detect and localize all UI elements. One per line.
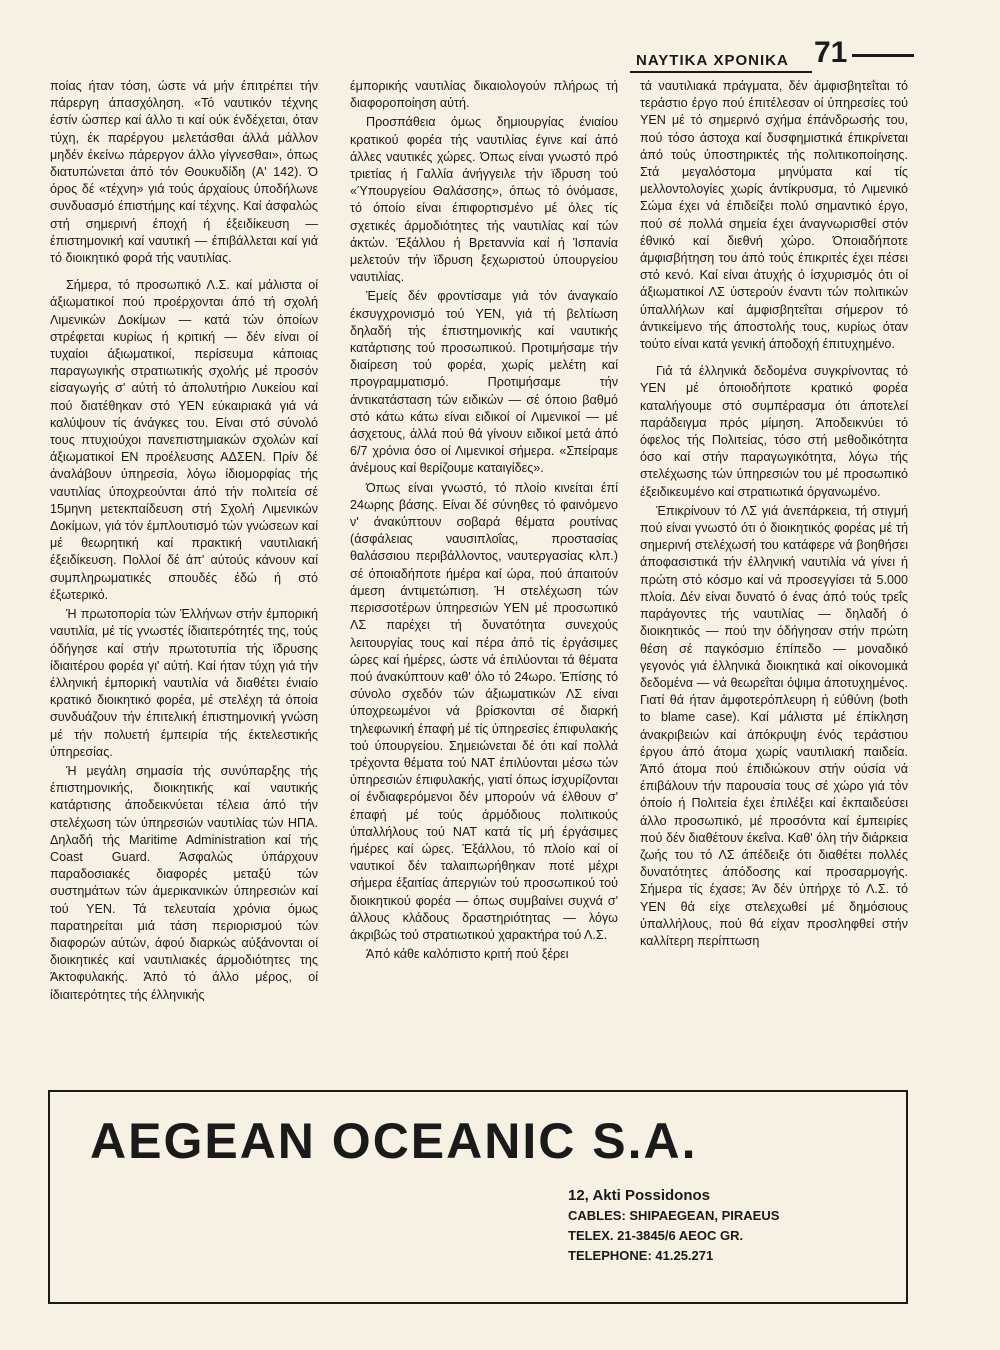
article-column-1 — [50, 78, 318, 1004]
section-title: ΝΑΥΤΙΚΑ ΧΡΟΝΙΚΑ — [636, 52, 789, 69]
page-number: 71 — [814, 36, 848, 69]
ad-cables: CABLES: SHIPAEGEAN, PIRAEUS — [568, 1208, 780, 1223]
paragraph: Γιά τά έλληνικά δεδομένα συγκρίνοντας τό ΥΕΝ μέ όποιοδήποτε κρατικό φορέα καταλήγουμε στό συμπέρασμα ότι άποτελεί παράδειγμα πρός μίμηση. Άποδεικνύει τό όφελος τής Πολιτείας, τόσο στή μεθοδικότητα όσο καί στήν παραγωγικότητα, λόγω τής στελέχωσης τών ύπηρεσιών του μέ προσωπικό έξειδικευμένο καί στρατιωτικά όργανωμένο. — [640, 364, 908, 499]
paragraph: Άπό κάθε καλόπιστο κριτή πού ξέρει — [366, 947, 569, 962]
article-body — [50, 78, 918, 1078]
paragraph: έμπορικής ναυτιλίας δικαιολογούν πλήρως τή διαφοροποίηση αύτή. — [350, 79, 618, 111]
paragraph: Ή μεγάλη σημασία τής συνύπαρξης τής έπιστημονικής, διοικητικής καί ναυτικής κατάρτισης άποδεικνύεται τέλεια άπό τήν στελέχωση τών ύπηρεσιών ναυτιλίας τών ΗΠΑ. Δηλαδή τής Maritime Administration καί τής Coast Guard. Άσφαλώς ύπάρχουν παραδοσιακές διαφορές μεταξύ τών συστημάτων τών άμερικανικών ύπηρεσιών καί τού ΥΕΝ. Τά τελευταία χρόνια όμως παρατηρείται μιά τάση περιορισμού τών διαφορών αύτών, άφού διαρκώς αύξάνονται οί διοικητικές καί ναυτιλιακές άρμοδιότητες της Άκτοφυλακής. Άπό τό άλλο μέρος, οί ίδιαιτερότητες τής έλληνικής — [50, 763, 318, 1002]
paragraph: Σήμερα, τό προσωπικό Λ.Σ. καί μάλιστα οί άξιωματικοί πού προέρχονται άπό τή σχολή Λιμενικών Δοκίμων — κατά τών όποίων στρέφεται κυρίως ή κριτική — δέν είναι οί τυχαίοι άξιωματικοί, περίσευμα κάποιας παραγωγικής στρατιωτικής σχολής μέ προσόν είσαγωγής σ' αύτή τό άπολυτήριο Λυκείου καί πού διατέθηκαν στό ΥΕΝ εύκαιριακά γιά νά καλύψουν τίς άνάγκες του. Είναι στό σύνολό τους πτυχιούχοι πανεπιστημιακών σχολών καί άξιωματικοί ΕΝ προέλευσης ΑΔΣΕΝ. Πρίν δέ άναλάβουν ύπηρεσία, λόγω ίδιομορφίας τής ναυτιλίας ύποχρεούνται άπό τήν πολιτεία σέ 15μηνη μετεκπαίδευση στή Σχολή Λιμενικών Δοκίμων, γιά τόν έμπλουτισμό τών γνώσεων καί μέ θεωρητική καί πρακτική ναυτιλιακή έξειδίκευση. Πολλοί δέ άπ' αύτούς κάνουν καί συμπληρωματικές σπουδές έδώ ή στό έξωτερικό. — [50, 278, 318, 602]
article-column-3 — [640, 78, 908, 950]
paragraph: Έπικρίνουν τό ΛΣ γιά άνεπάρκεια, τή στιγμή πού είναι γνωστό ότι ό διοικητικός φορέας μέ τή σημερινή στελέχωσή του κατάφερε νά βοηθήσει άποφασιστικά τήν έλληνική ναυτιλία νά γίνει ή πρώτη στό κόσμο καί νά προσεγγίσει τά 5.000 πλοία. Δέν είναι δυνατό ό ένας άπό τούς τρεΐς παράγοντες τής ναυτιλίας — δηλαδή ό διοικητικός — πού την όδήγησαν στήν πρώτη θέση σέ παγκόσμιο έπίπεδο — μοναδικό γεγονός γιά έλληνικά διοικητικά καί οίκονομικά δεδομένα — νά θεωρεΐται όψιμα άποτυχημένος. Γιατί θά ήταν άμφοτερόπλευρη ή εύθύνη (both to blame case). Καί μάλιστα μέ έπίκληση άνακριβειών καί άπόκρυψη ένός τεράστιου έργου άπό άτομα χωρίς ναυτιλιακή παιδεία. Άπό άτομα πού έπιδιώκουν στήν ούσία νά έπιβάλουν τήν παρουσία τους σέ χώρο γιά τόν όποίο ή Πολιτεία έχει έπιλέξει καί έκπαιδεύσει άλλο προσωπικό, μέ προσόντα καί έμπειρίες πού δέν διαθέτουν έκεΐνα. Καθ' όλη τήν διάρκεια ζωής του τό ΛΣ άπέδειξε ότι διαθέτει πολλές δυνατότητες άπόδοσης καί προσαρμογής. Σήμερα τίς έχασε; Άν δέν ύπήρχε τό Λ.Σ. τό ΥΕΝ θά είχε στελεχωθεί μέ δημόσιους ύπαλλήλους, πού θά είχαν προσληφθεί στήν καλλίτερη περίπτωση — [640, 503, 908, 948]
advertisement-box — [48, 1090, 908, 1304]
ad-company-name: AEGEAN OCEANIC S.A. — [90, 1113, 698, 1169]
ad-telex: TELEX. 21-3845/6 AEOC GR. — [568, 1228, 744, 1243]
paragraph: Προσπάθεια όμως δημιουργίας ένιαίου κρατικού φορέα τής ναυτιλίας έγινε καί άπό άλλες ναυτικές χώρες. Όπως είναι γνωστό πρό τριετίας ή Γαλλία άνήγγειλε τήν ϊδρυση τού «Ύπουργείου Θαλάσσης», όπως τό όνόμασε, τό όποίο είναι έπιφορτισμένο μέ όλες τίς σχετικές άρμοδιότητες τής ναυτιλίας καί τών άκτών. Έξάλλου ή Βρεταννία καί ή Ίσπανία μελετούν τήν ϊδρυση ξεχωριστού ύπουργείου ναυτιλίας. — [350, 115, 618, 285]
paragraph: Ή πρωτοπορία τών Έλλήνων στήν έμπορική ναυτιλία, μέ τίς γνωστές ίδιαιτερότητές της, τούς όδήγησε καί στήν πρωτοτυπία τής ϊδρυσης ίδιαιτέρου φορέα γι' αύτή. Καί ήταν τύχη γιά τήν έλληνική έμπορική ναυτιλία νά διαθέτει ένιαίο κρατικό διοικητικό φορέα, μέ στελέχη τά όποία συνδυάζουν τήν έπιτελική έπιστημονική γνώση μέ τήν πολυετή έμπειρία τής έκτελεστικής ύπηρεσίας. — [50, 607, 318, 759]
ad-contact-details — [568, 1186, 779, 1266]
running-head — [630, 38, 910, 78]
paragraph: Όπως είναι γνωστό, τό πλοίο κινείται έπί 24ωρης βάσης. Είναι δέ σύνηθες τό φαινόμενο ν' άνακύπτουν σοβαρά θέματα ρουτίνας (άσφάλειας ναυσιπλοΐας, προστασίας θαλάσσιου περιβάλλοντος, ναυτεργασίας κλπ.) σέ όποιαδήποτε ήμέρα καί ώρα, πού άπαιτούν άμεση άντιμετώπιση. Ή στελέχωση τών περισσοτέρων ύπηρεσιών ΥΕΝ μέ προσωπικό ΛΣ παρέχει τή δυνατότητα συνεχούς λειτουργίας τους καί πέρα άπό τίς έργάσιμες ώρες καί ήμέρες, ώστε νά έπιλύονται τά θέματα πού άνακύπτουν καθ' όλο τό 24ωρο. Έπίσης τό σύνολο σχεδόν τών άξιωματικών ΛΣ είναι ύποχρεωμένοι νά βρίσκονται σέ διαρκή τηλεφωνική έπαφή μέ τίς ύπηρεσίες έπιφυλακής τού ύπουργείου. Σημειώνεται δέ ότι καί πολλά τρέχοντα θέματα τού ΝΑΤ έπιλύονται μέσω τών ύπηρεσιών έπιφυλακής, γιατί όπως ίσχυρίζονται οί ένδιαφερόμενοι δέν μπορούν νά έλθουν σ' έπαφή μέ τούς άρμόδιους πολιτικούς ύπαλλήλους τού ΝΑΤ κατά τίς μή έργάσιμες ήμέρες καί ώρες. Έξάλλου, τό πλοίο καί οί ναυτικοί δέν ταλαιπωρήθηκαν ποτέ μέχρι σήμερα έξαιτίας άπεργιών τού προσωπικού τού διοικητικού φορέα — όπως συμβαίνει συχνά σ' άλλους κλάδους δραστηριότητας — λόγω άκριβώς τού στρατιωτικού χαρακτήρα τού Λ.Σ. — [350, 480, 618, 942]
paragraph: Έμείς δέν φροντίσαμε γιά τόν άναγκαίο έκσυγχρονισμό τού ΥΕΝ, γιά τή βελτίωση δηλαδή τής έπιστημονικής καί ναυτικής κατάρτισης τού προσωπικού. Προτιμήσαμε τήν διαίρεση τού φορέα, χωρίς μελέτη καί προγραμματισμό. Προτιμήσαμε τήν άντικατάσταση τών ειδικών — σέ όποιο βαθμό στό κάτω κάτω είναι ειδικοί οί Λιμενικοί — μέ άσχετους, άλλά πού θά γίνουν ειδικοί μετά άπό 6/7 χρόνια όσο οί Λιμενικοί σήμερα. «Σπείραμε άνέμους καί θερίζουμε καταιγίδες». — [350, 289, 618, 476]
header-underline — [630, 71, 812, 73]
header-rule — [852, 54, 914, 57]
ad-address: 12, Akti Possidonos — [568, 1187, 710, 1204]
paragraph: τά ναυτιλιακά πράγματα, δέν άμφισβητεΐται τό τεράστιο έργο πού έπιτέλεσαν οί ύπηρεσίες τού ΥΕΝ μέ τό σημερινό σχήμα έπάνδρωσής του, πού τόσο άστοχα καί δυσφημιστικά έπικρίνεται άπό τούς ύποστηρικτές τής πολιτικοποίησης. Στά μεγαλόστομα μηνύματα καί τίς μελλοντολογίες χωρίς άντίκρυσμα, τό Λιμενικό Σώμα έχει νά έπιδείξει πολύ σημαντικό έργο, πού σέ πολλά σημεία έχει άναγνωρισθεί στόν έθνικό καί διεθνή χώρο. Όποιαδήποτε άμφισβήτηση του άπό τούς έπικριτές έχει πέσει στό κενό. Καί είναι άτυχής ό ίσχυρισμός ότι οί άξιωματικοί ΛΣ ύστερούν έναντι τών πολιτικών ύπαλλήλων καί άμφισβητεΐται σήμερον τό άντικείμενο τής άποστολής τους, κυρίως όταν τούτο είναι κατά γενική άποδοχή έπιτυχημένο. — [640, 79, 908, 352]
article-column-2 — [350, 78, 618, 963]
paragraph: ποίας ήταν τόση, ώστε νά μήν έπιτρέπει τήν πάρεργη άπασχόληση. «Τό ναυτικόν τέχνης έστίν ώσπερ καί άλλο τι καί ούκ ένδέχεται, όταν τύχη, έκ παρέργου μελετάσθαι άλλά μάλλον μηδέν έκείνω πάρεργον άλλο γίγνεσθαι», όπως διατυπώνεται άπό τόν Θουκυδίδη (Α' 142). Ό όρος δέ «τέχνη» γιά τούς άρχαίους ύποδήλωνε συνδυασμό έπιστήμης καί τέχνης. Καί άσφαλώς στή σημερινή έποχή ή έξειδίκευση — έπιστημονική καί ναυτική — έπιβάλλεται καί γιά τό διοικητικό φορά τής ναυτιλίας. — [50, 79, 318, 266]
ad-telephone: TELEPHONE: 41.25.271 — [568, 1248, 714, 1263]
